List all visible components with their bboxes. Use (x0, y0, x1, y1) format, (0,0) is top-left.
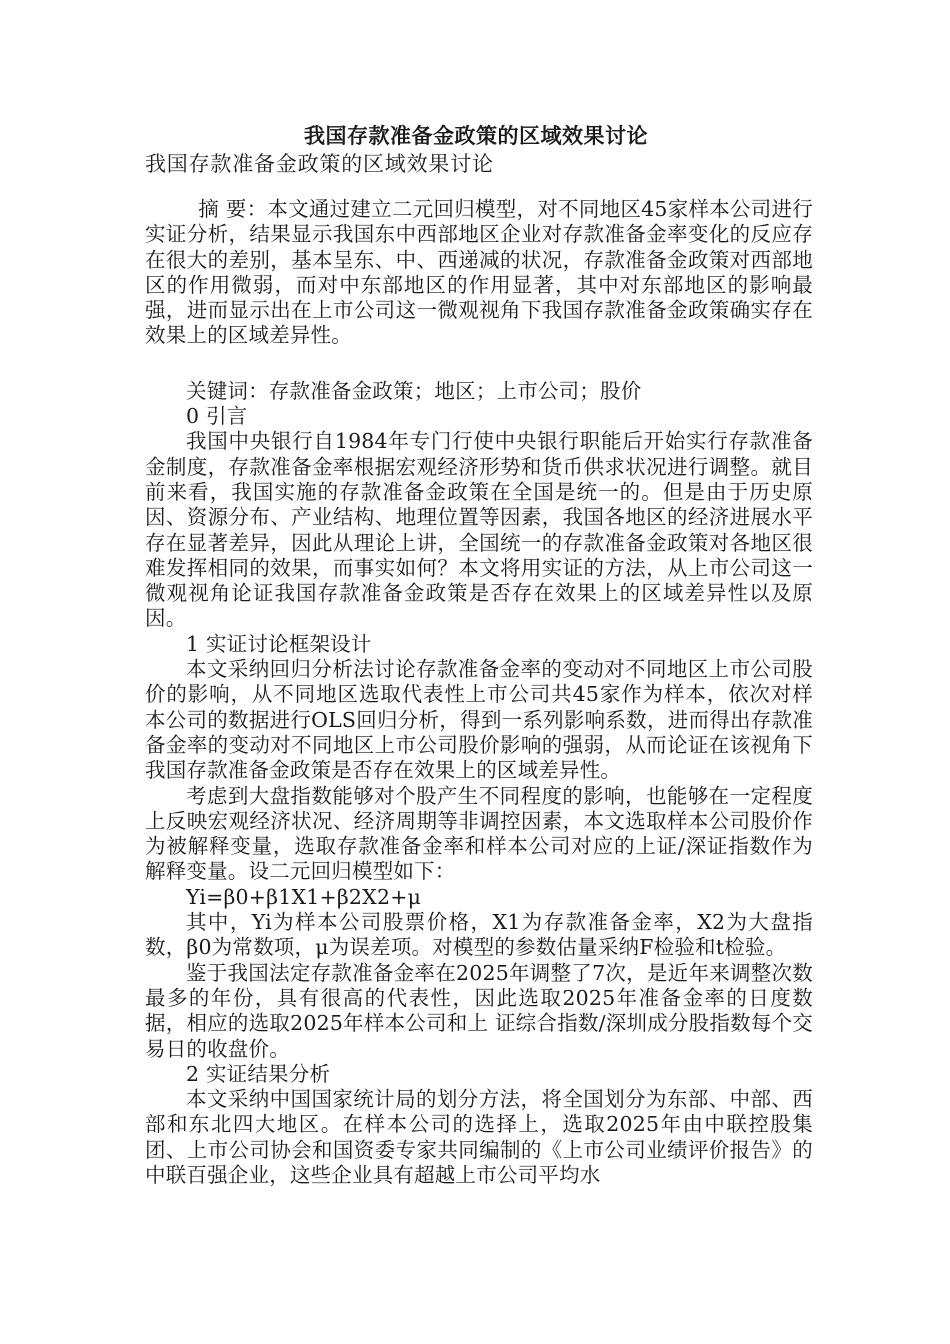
section-heading-framework: 1 实证讨论框架设计 (186, 631, 372, 656)
keywords-line: 关键词：存款准备金政策；地区；上市公司；股价 (186, 378, 642, 403)
document-subtitle: 我国存款准备金政策的区域效果讨论 (145, 152, 494, 176)
framework-paragraph-3: 其中，Yi为样本公司股票价格，X1为存款准备金率，X2为大盘指数，β0为常数项，μ为误差项。对模型的参数估量采纳F检验和t检验。 (145, 910, 813, 960)
framework-paragraph-4: 鉴于我国法定存款准备金率在2025年调整了7次，是近年来调整次数最多的年份，具有很高的代表性，因此选取2025年准备金率的日度数据，相应的选取2025年样本公司和上 证综合指数/深圳成分股指数每个交易日的收盘价。 (145, 960, 813, 1061)
section-heading-results: 2 实证结果分析 (186, 1061, 331, 1086)
section-heading-introduction: 0 引言 (186, 404, 248, 429)
spacer (145, 349, 813, 379)
results-paragraph-1: 本文采纳中国国家统计局的划分方法，将全国划分为东部、中部、西部和东北四大地区。在样本公司的选择上，选取2025年由中联控股集团、上市公司协会和国资委专家共同编制的《上市公司业绩评价报告》的中联百强企业，这些企业具有超越上市公司平均水 (145, 1087, 813, 1187)
document-title: 我国存款准备金政策的区域效果讨论 (304, 123, 648, 148)
regression-formula: Yi=β0+β1X1+β2X2+μ (186, 884, 422, 909)
introduction-paragraph: 我国中央银行自1984年专门行使中央银行职能后开始实行存款准备金制度，存款准备金率根据宏观经济形势和货币供求状况进行调整。就目前来看，我国实施的存款准备金政策在全国是统一的。但是由于历史原因、资源分布、产业结构、地理位置等因素，我国各地区的经济进展水平存在显著差异，因此从理论上讲，全国统一的存款准备金政策对各地区很难发挥相同的效果，而事实如何？本文将用实证的方法，从上市公司这一微观视角论证我国存款准备金政策是否存在效果上的区域差异性以及原因。 (145, 429, 813, 631)
document-body (145, 197, 813, 1188)
framework-paragraph-2: 考虑到大盘指数能够对个股产生不同程度的影响，也能够在一定程度上反映宏观经济状况、经济周期等非调控因素，本文选取样本公司股价作为被解释变量，选取存款准备金率和样本公司对应的上证/深证指数作为解释变量。设二元回归模型如下： (145, 783, 813, 884)
framework-paragraph-1: 本文采纳回归分析法讨论存款准备金率的变动对不同地区上市公司股价的影响，从不同地区选取代表性上市公司共45家作为样本，依次对样本公司的数据进行OLS回归分析，得到一系列影响系数，进而得出存款准备金率的变动对不同地区上市公司股价影响的强弱，从而论证在该视角下我国存款准备金政策是否存在效果上的区域差异性。 (145, 657, 813, 783)
abstract-paragraph: 摘 要：本文通过建立二元回归模型，对不同地区45家样本公司进行实证分析，结果显示我国东中西部地区企业对存款准备金率变化的反应存在很大的差别，基本呈东、中、西递减的状况，存款准备金政策对西部地区的作用微弱，而对中东部地区的作用显著，其中对东部地区的影响最强，进而显示出在上市公司这一微观视角下我国存款准备金政策确实存在效果上的区域差异性。 (145, 197, 813, 348)
